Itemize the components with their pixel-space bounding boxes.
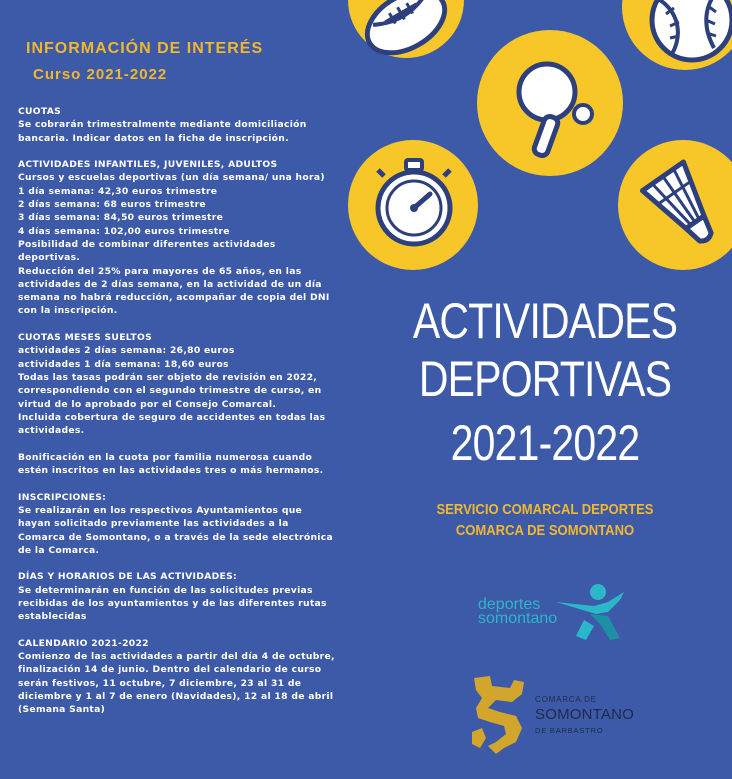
ping-pong-circle bbox=[477, 30, 623, 176]
section-line: finalización 14 de junio. Dentro del calendario de curso bbox=[18, 664, 322, 676]
section-title: CUOTAS bbox=[18, 106, 62, 117]
info-heading: INFORMACIÓN DE INTERÉS bbox=[26, 40, 264, 57]
baseball-icon bbox=[622, 0, 732, 70]
info-body bbox=[18, 105, 340, 730]
section-line: 1 día semana: 42,30 euros trimestre bbox=[18, 185, 218, 197]
stopwatch-icon bbox=[348, 140, 478, 270]
section-line: actividades de 2 días semana, en la actividad de un día bbox=[18, 278, 322, 290]
main-title-line1: ACTIVIDADES bbox=[412, 293, 678, 349]
section-line: virtud de lo aprobado por el Consejo Comarcal. bbox=[18, 398, 277, 410]
section-line: hayan solicitado previamente las actividades a la bbox=[18, 518, 289, 530]
section-title: INSCRIPCIONES: bbox=[18, 491, 107, 503]
section-line: Bonificación en la cuota por familia numerosa cuando bbox=[18, 451, 313, 463]
section-line: Comienzo de las actividades a partir del día 4 de octubre, bbox=[18, 651, 335, 663]
section-line: estén inscritos en las actividades tres o más hermanos. bbox=[18, 465, 324, 477]
section-line: 3 días semana: 84,50 euros trimestre bbox=[18, 212, 224, 224]
info-section bbox=[18, 451, 340, 478]
shuttlecock-circle bbox=[618, 140, 732, 270]
section-line: serán festivos, 11 octubre, 7 diciembre, 23 al 31 de bbox=[18, 677, 302, 689]
section-line: Cursos y escuelas deportivas (un día semana/ una hora) bbox=[18, 172, 325, 184]
section-line: actividades. bbox=[18, 425, 85, 437]
comarca-s-icon bbox=[466, 672, 530, 756]
info-section bbox=[18, 491, 340, 557]
info-section bbox=[18, 570, 340, 623]
section-line: Posibilidad de combinar diferentes actividades bbox=[18, 238, 276, 250]
stopwatch-circle bbox=[348, 140, 478, 270]
section-line: (Semana Santa) bbox=[18, 704, 106, 716]
deportes-somontano-logo bbox=[478, 598, 598, 626]
section-line: Se realizarán en los respectivos Ayuntamientos que bbox=[18, 504, 303, 516]
main-title-line3: 2021-2022 bbox=[450, 415, 640, 471]
course-subheading: Curso 2021-2022 bbox=[33, 66, 168, 83]
section-line: Se determinarán en función de las solicitudes previas bbox=[18, 584, 313, 596]
section-line: Reducción del 25% para mayores de 65 años, en las bbox=[18, 265, 302, 277]
section-line: actividades 2 días semana: 26,80 euros bbox=[18, 345, 235, 357]
section-line: 4 días semana: 102,00 euros trimestre bbox=[18, 225, 230, 237]
section-line: Comarca de Somontano, o a través de la sede electrónica bbox=[18, 531, 334, 543]
section-line: deportivas. bbox=[18, 252, 81, 264]
info-section bbox=[18, 637, 340, 717]
info-section bbox=[18, 105, 340, 145]
service-line2: COMARCA DE SOMONTANO bbox=[455, 523, 635, 539]
section-line: Todas las tasas podrán ser objeto de revisión en 2022, bbox=[18, 371, 318, 383]
section-line: correspondiendo con el segundo trimestre de curso, en bbox=[18, 385, 322, 397]
section-title: CUOTAS MESES SUELTOS bbox=[18, 332, 152, 344]
comarca-line2: SOMONTANO bbox=[535, 706, 635, 723]
football-icon bbox=[348, 0, 464, 58]
info-section bbox=[18, 158, 340, 318]
shuttlecock-icon bbox=[618, 140, 732, 270]
brand-word-somontano: somontano bbox=[478, 610, 558, 627]
section-title: CALENDARIO 2021-2022 bbox=[18, 637, 149, 649]
section-line: 2 días semana: 68 euros trimestre bbox=[18, 199, 206, 211]
baseball-circle bbox=[622, 0, 732, 70]
section-title: DÍAS Y HORARIOS DE LAS ACTIVIDADES: bbox=[18, 571, 238, 583]
section-line: semana no habrá reducción, acompañar de copia del DNI bbox=[18, 292, 330, 304]
section-line: establecidas bbox=[18, 611, 87, 623]
section-line: de la Comarca. bbox=[18, 544, 100, 556]
section-line: Se cobrarán trimestralmente mediante domiciliación bbox=[18, 119, 307, 131]
section-line: recibidas de los ayuntamientos y de las diferentes rutas bbox=[18, 597, 327, 609]
comarca-line1: COMARCA DE bbox=[535, 695, 597, 704]
section-line: diciembre y 1 al 7 de enero (Navidades), 12 al 18 de abril bbox=[18, 691, 334, 703]
comarca-line3: DE BARBASTRO bbox=[535, 726, 604, 735]
section-line: con la inscripción. bbox=[18, 305, 118, 317]
section-title: ACTIVIDADES INFANTILES, JUVENILES, ADULTOS bbox=[18, 159, 278, 171]
main-title-line2: DEPORTIVAS bbox=[418, 351, 672, 407]
service-line1: SERVICIO COMARCAL DEPORTES bbox=[436, 502, 654, 518]
info-section bbox=[18, 331, 340, 437]
section-line: Incluida cobertura de seguro de accidentes en todas las bbox=[18, 411, 326, 423]
section-line: bancaria. Indicar datos en la ficha de inscripción. bbox=[18, 132, 289, 144]
section-line: actividades 1 día semana: 18,60 euros bbox=[18, 358, 229, 370]
brand-word-deportes: deportes bbox=[478, 596, 541, 613]
ping-pong-icon bbox=[477, 30, 623, 176]
football-circle bbox=[348, 0, 464, 58]
